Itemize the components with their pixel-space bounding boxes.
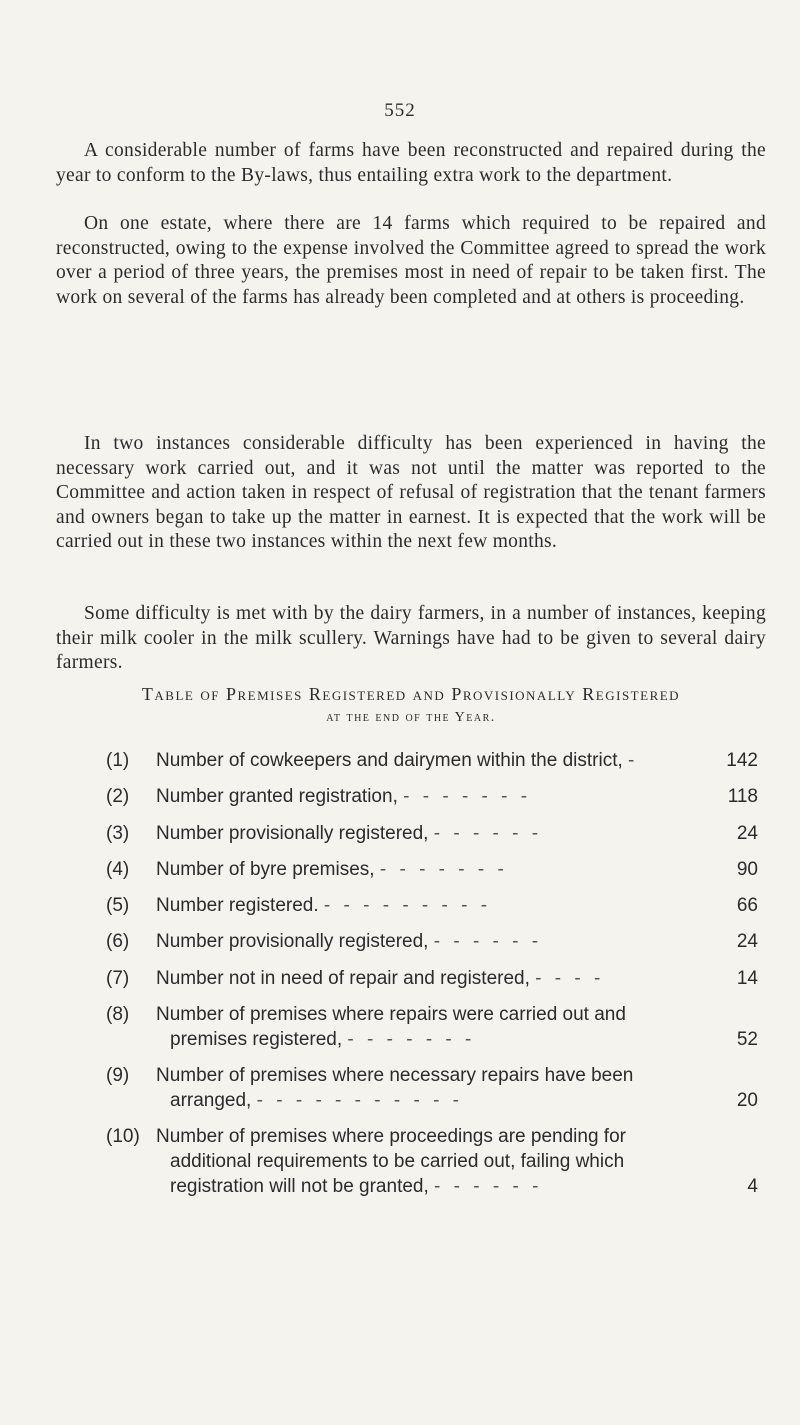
row-number: (5) <box>106 895 130 916</box>
paragraph-text: A considerable number of farms have been reconstructed and repaired during the year to conform to the By-laws, thus entailing extra work to the department. <box>56 140 766 186</box>
row-number: (10) <box>106 1126 140 1147</box>
paragraph-text: In two instances considerable difficulty has been experienced in having the necessary work carried out, and it was not until the matter was reported to the Committee and action taken in respect of refusal of registration that the tenant farmers and owners began to take up the matter in earnest. It is expected that the work will be carried out in these two instances within the next few months. <box>56 433 766 552</box>
row-leader: - <box>628 750 639 771</box>
row-label: Number provisionally registered, <box>156 931 429 952</box>
row-leader: - - - - - - <box>433 931 543 952</box>
paragraph-3 <box>56 432 766 571</box>
row-leader: - - - - - - - <box>347 1029 476 1050</box>
paragraph-text: On one estate, where there are 14 farms which required to be repaired and reconstructed, owing to the expense involved the Committee agreed to spread the work over a period of three years, the premises most in need of repair to be taken first. The work on several of the farms has already been completed and at others is proceeding. <box>56 213 766 308</box>
table-row <box>106 1124 758 1199</box>
row-label-continued: arranged, <box>170 1090 252 1111</box>
paragraph-4 <box>56 602 766 692</box>
row-value: 142 <box>726 750 758 771</box>
row-label: Number registered. <box>156 895 319 916</box>
row-value: 52 <box>736 1029 758 1050</box>
table-row <box>106 748 758 773</box>
table-row <box>106 1002 758 1052</box>
row-value: 14 <box>736 968 758 989</box>
row-leader: - - - - - - - <box>403 786 532 807</box>
table-row <box>106 893 758 918</box>
row-value: 24 <box>736 931 758 952</box>
row-label: Number of cowkeepers and dairymen within the district, <box>156 750 623 771</box>
row-value: 66 <box>736 895 758 916</box>
row-label-continued: additional requirements to be carried out, failing which <box>170 1151 625 1172</box>
row-label: Number of byre premises, <box>156 859 375 880</box>
row-leader: - - - - - - - <box>379 859 508 880</box>
row-leader: - - - - <box>535 968 605 989</box>
row-leader: - - - - - - - - - - - <box>256 1090 464 1111</box>
row-number: (6) <box>106 931 130 952</box>
row-label: Number of premises where necessary repairs have been <box>156 1065 634 1086</box>
row-value: 20 <box>736 1090 758 1111</box>
table-row <box>106 784 758 809</box>
page-number: 552 <box>384 100 416 121</box>
table-title: Table of Premises Registered and Provisionally Registered <box>141 684 681 704</box>
paragraph-2 <box>56 212 766 326</box>
row-number: (3) <box>106 823 130 844</box>
row-label: Number provisionally registered, <box>156 823 429 844</box>
row-leader: - - - - - - - - - <box>323 895 492 916</box>
table-row <box>106 929 758 954</box>
row-number: (9) <box>106 1065 130 1086</box>
row-value: 24 <box>736 823 758 844</box>
row-value: 4 <box>747 1176 758 1197</box>
row-leader: - - - - - - <box>433 823 543 844</box>
paragraph-text: Some difficulty is met with by the dairy farmers, in a number of instances, keeping their milk cooler in the milk scullery. Warnings have had to be given to several dairy farmers. <box>56 603 766 673</box>
row-number: (4) <box>106 859 130 880</box>
row-label: Number granted registration, <box>156 786 398 807</box>
row-number: (1) <box>106 750 130 771</box>
row-label: Number of premises where proceedings are pending for <box>156 1126 626 1147</box>
table-row <box>106 857 758 882</box>
paragraph-1 <box>56 139 766 204</box>
row-value: 90 <box>736 859 758 880</box>
row-label: Number not in need of repair and registered, <box>156 968 530 989</box>
row-label-continued: premises registered, <box>170 1029 343 1050</box>
row-label: Number of premises where repairs were carried out and <box>156 1004 626 1025</box>
row-value: 118 <box>727 786 758 807</box>
row-number: (8) <box>106 1004 130 1025</box>
row-leader: - - - - - - <box>434 1176 543 1197</box>
table-row <box>106 966 758 991</box>
table-subtitle: at the end of the Year. <box>326 710 496 725</box>
table-row <box>106 821 758 846</box>
row-label-continued: registration will not be granted, <box>170 1176 429 1197</box>
row-number: (7) <box>106 968 130 989</box>
row-number: (2) <box>106 786 130 807</box>
table-row <box>106 1063 758 1113</box>
